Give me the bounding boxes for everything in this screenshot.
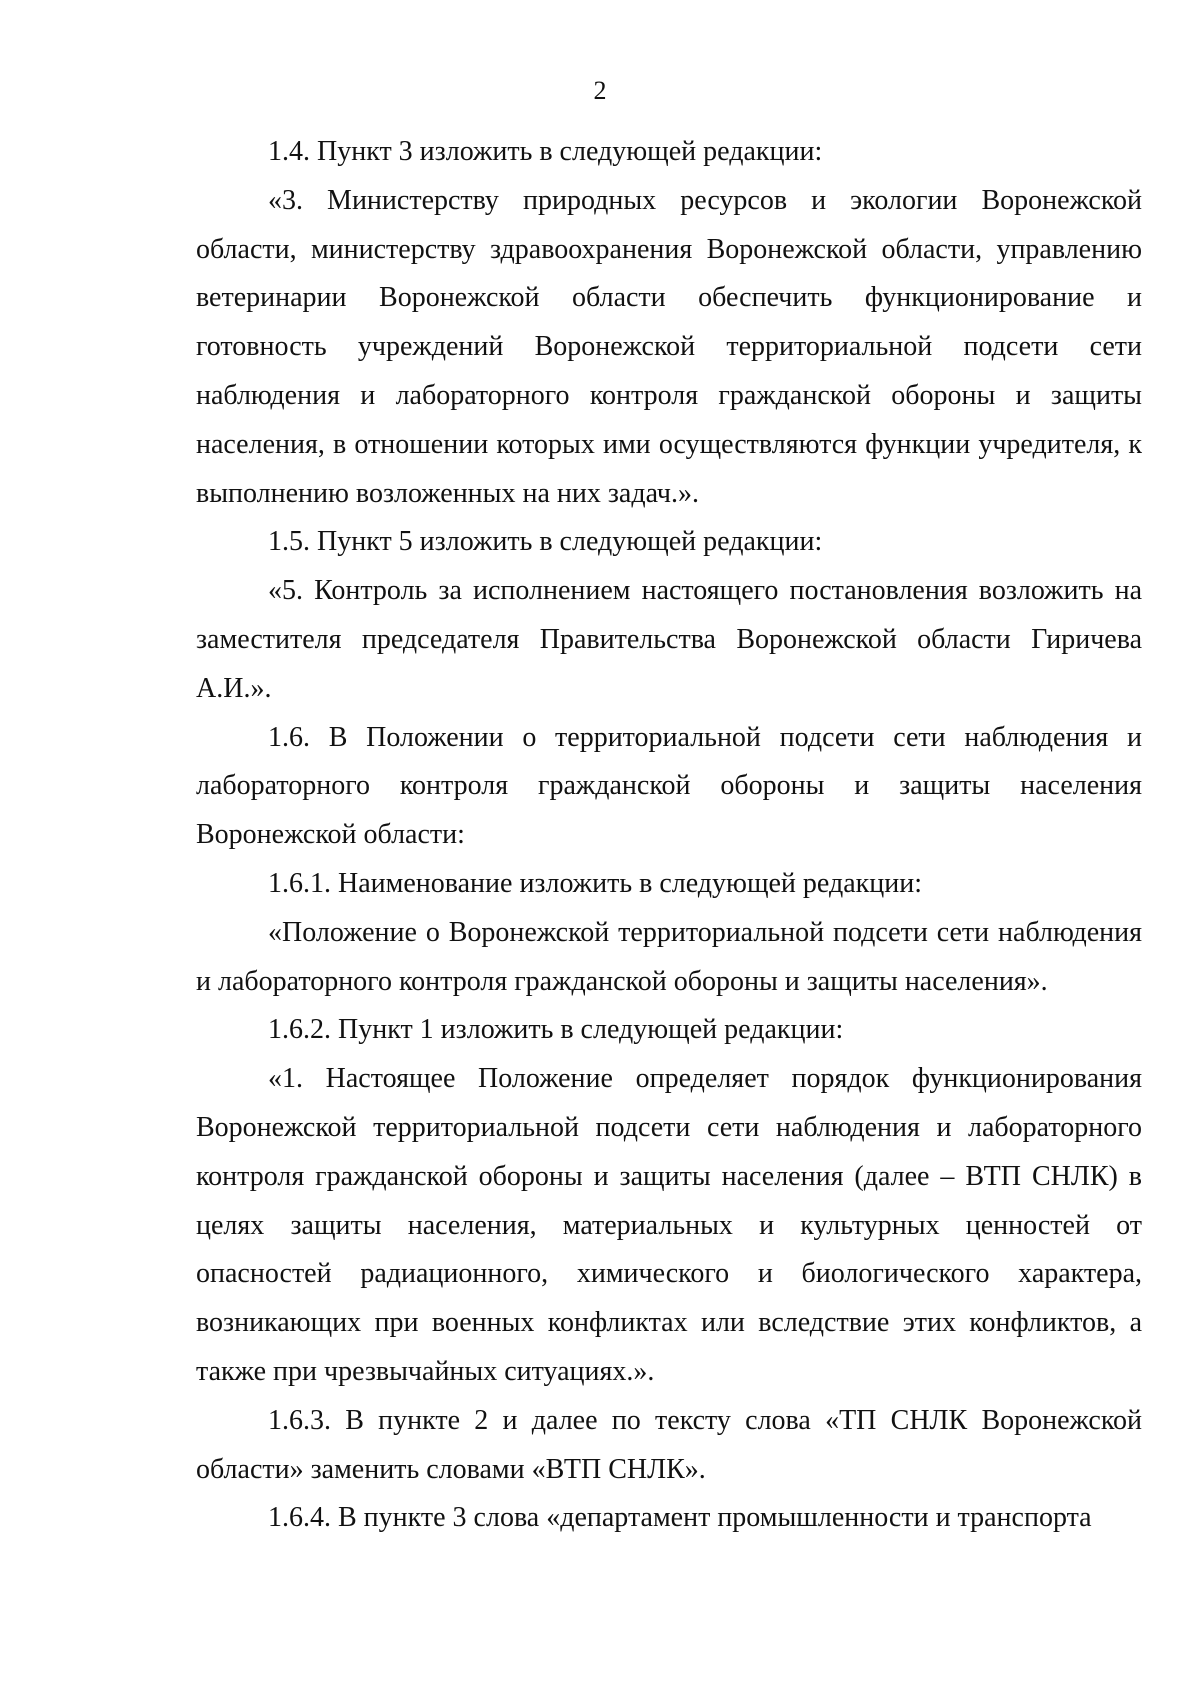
paragraph-item-3-text: «3. Министерству природных ресурсов и экологии Воронежской области, министерству здравоохранения Воронежской области, управлению ветеринарии Воронежской области обеспечить функционирование и готовность учреждений Воронежской территориальной подсети сети наблюдения и лабораторного контроля гражданской обороны и защиты населения, в отношении которых ими осуществляются функции учредителя, к выполнению возложенных на них задач.».: [196, 184, 1142, 509]
paragraph-1-5: 1.5. Пункт 5 изложить в следующей редакции:: [268, 526, 823, 558]
paragraph-1-6: 1.6. В Положении о территориальной подсети сети наблюдения и лабораторного контроля гражданской обороны и защиты населения Воронежской области:: [196, 721, 1142, 851]
paragraph-item-5-text: «5. Контроль за исполнением настоящего постановления возложить на заместителя председателя Правительства Воронежской области Гиричева А.И.».: [196, 575, 1142, 704]
paragraph-1-4: 1.4. Пункт 3 изложить в следующей редакции:: [268, 136, 823, 167]
page-number: 2: [593, 76, 607, 105]
paragraph-title-text: «Положение о Воронежской территориальной подсети сети наблюдения и лабораторного контроля гражданской обороны и защиты населения».: [196, 916, 1142, 997]
paragraph-item-1-text: «1. Настоящее Положение определяет порядок функционирования Воронежской территориальной подсети сети наблюдения и лабораторного контроля гражданской обороны и защиты населения (далее – ВТП СНЛК) в целях защиты населения, материальных и культурных ценностей от опасностей радиационного, химического и биологического характера, возникающих при военных конфликтах или вследствие этих конфликтов, а также при чрезвычайных ситуациях.».: [196, 1063, 1142, 1387]
paragraph-1-6-2: 1.6.2. Пункт 1 изложить в следующей редакции:: [268, 1014, 844, 1046]
document-body: [196, 128, 1142, 1543]
paragraph-1-6-4: 1.6.4. В пункте 3 слова «департамент промышленности и транспорта: [268, 1502, 1092, 1534]
paragraph-1-6-1: 1.6.1. Наименование изложить в следующей редакции:: [268, 867, 922, 899]
paragraph-1-6-3: 1.6.3. В пункте 2 и далее по тексту слова «ТП СНЛК Воронежской области» заменить словами «ВТП СНЛК».: [196, 1404, 1142, 1485]
